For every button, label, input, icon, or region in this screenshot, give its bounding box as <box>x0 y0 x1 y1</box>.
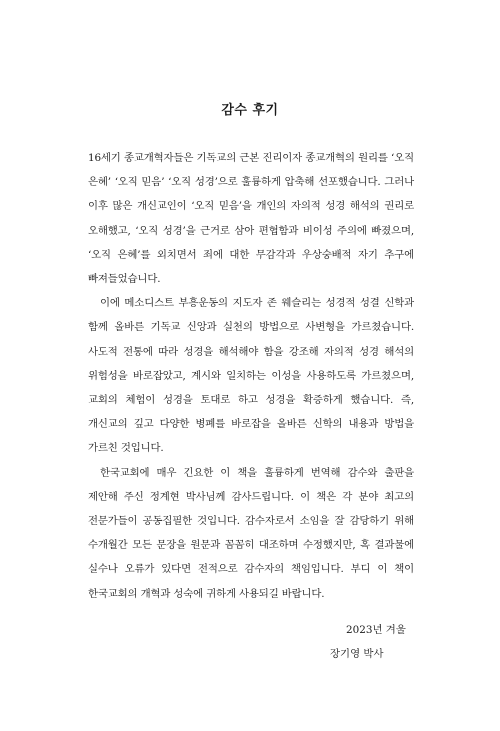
paragraph-2: 이에 메소디스트 부흥운동의 지도자 존 웨슬리는 성경적 성결 신학과 함께 올바른 기독교 신앙과 실천의 방법으로 사변형을 가르쳤습니다. 사도적 전통에 따라 성경을 해석해야 함을 강조해 자의적 성경 해석의 위험성을 바로잡았고, 계시와 일치하는 이성을 사용하도록 가르쳤으며, 교회의 체험이 성경을 토대로 하고 성경을 확증하게 했습니다. 즉, 개신교의 깊고 다양한 병폐를 바로잡을 올바른 신학의 내용과 방법을 가르친 것입니다. <box>88 297 414 455</box>
paragraph-3: 한국교회에 매우 긴요한 이 책을 훌륭하게 번역해 감수와 출판을 제안해 주신 정계현 박사님께 감사드립니다. 이 책은 각 분야 최고의 전문가들이 공동집필한 것입니다. 감수자로서 소임을 잘 감당하기 위해 수개월간 모든 문장을 원문과 꼼꼼히 대조하며 수정했지만, 혹 결과물에 실수나 오류가 있다면 전적으로 감수자의 책임입니다. 부디 이 책이 한국교회의 개혁과 성숙에 귀하게 사용되길 바랍니다. <box>88 466 414 600</box>
page-title: 감수 후기 <box>221 103 279 118</box>
signature-name: 장기영 박사 <box>330 648 384 660</box>
paragraph-1: 16세기 종교개혁자들은 기독교의 근본 진리이자 종교개혁의 원리를 ‘오직 은혜’ ‘오직 믿음’ ‘오직 성경’으로 훌륭하게 압축해 선포했습니다. 그러나 이후 많은 개신교인이 ‘오직 믿음’을 개인의 자의적 성경 해석의 권리로 오해했고, ‘오직 성경’을 근거로 삼아 편협함과 비이성 주의에 빠졌으며, ‘오직 은혜’를 외치면서 죄에 대한 무감각과 우상숭배적 자기 추구에 빠져들었습니다. <box>88 152 414 286</box>
signature-date: 2023년 겨울 <box>346 624 406 636</box>
signature-block <box>330 618 420 666</box>
afterword-body <box>88 146 414 606</box>
